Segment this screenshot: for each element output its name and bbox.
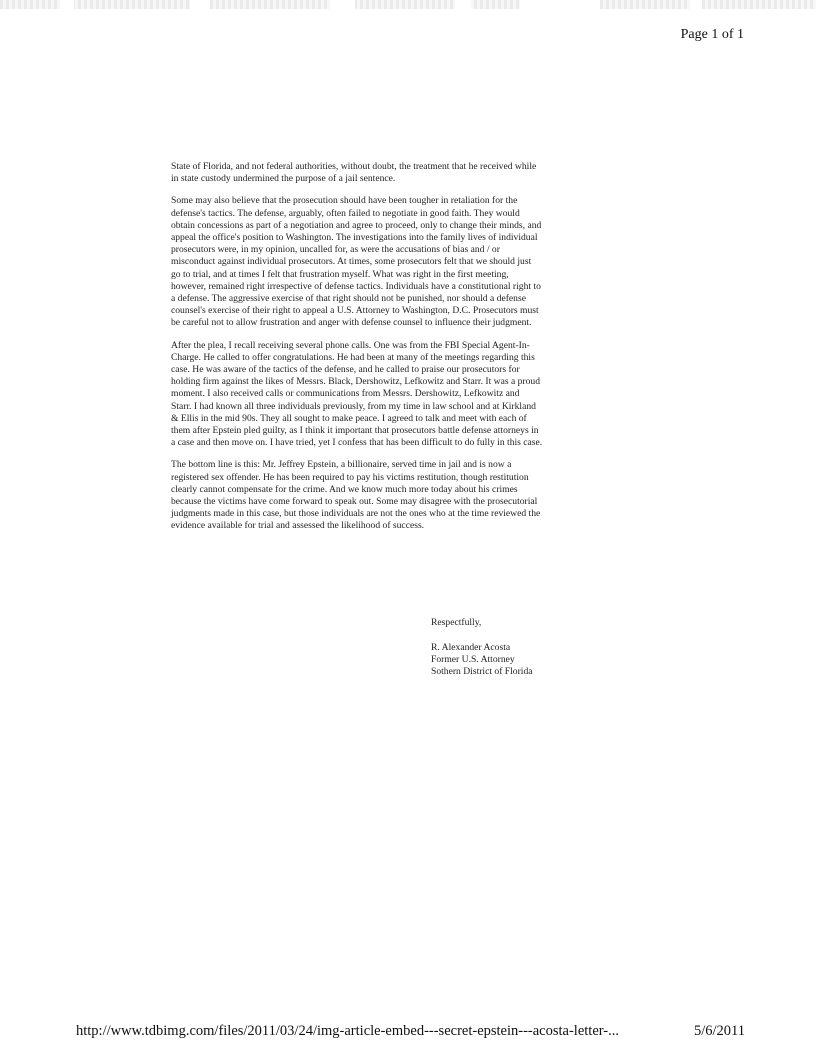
text-line: be careful not to allow frustration and anger with defense counsel to influence their judgment. [171,317,532,329]
text-line: defense's tactics. The defense, arguably, often failed to negotiate in good faith. They would [171,207,520,219]
paragraph-4 [171,459,659,532]
text-line: moment. I also received calls or communications from Messrs. Dershowitz, Lefkowitz and [171,388,520,400]
text-line: After the plea, I recall receiving several phone calls. One was from the FBI Special Agent-In- [171,339,530,351]
text-line: however, remained right irrespective of defense tactics. Individuals have a constitutional right to [171,280,541,292]
text-line: appeal the office's position to Washington. The investigations into the family lives of individual [171,232,538,244]
text-line: them after Epstein pled guilty, as I think it important that prosecutors battle defense attorneys in [171,425,539,437]
text-line: because the victims have come forward to speak out. Some may disagree with the prosecutorial [171,496,538,508]
text-line: holding firm against the likes of Messrs. Black, Dershowitz, Lefkowitz and Starr. It was a proud [171,376,541,388]
text-line: The bottom line is this: Mr. Jeffrey Epstein, a billionaire, served time in jail and is now a [171,459,512,471]
text-line: Some may also believe that the prosecution should have been tougher in retaliation for the [171,195,518,207]
text-line: a case and then move on. I have tried, yet I confess that has been difficult to do fully in this case. [171,437,543,449]
signer-name: R. Alexander Acosta [431,642,511,653]
signer-office: Sothern District of Florida [431,666,533,678]
paragraph-1 [171,161,659,185]
text-line: go to trial, and at times I felt that frustration myself. What was right in the first meeting, [171,268,509,280]
text-line: Starr. I had known all three individuals previously, from my time in law school and at Kirkland [171,400,536,412]
closing-salutation: Respectfully, [431,617,482,628]
text-line: & Ellis in the mid 90s. They all sought to make peace. I agreed to talk and meet with each of [171,412,527,424]
letter-body [171,161,659,543]
text-line: case. He was aware of the tactics of the defense, and he called to praise our prosecutors for [171,364,520,376]
text-line: registered sex offender. He has been required to pay his victims restitution, though restitution [171,471,529,483]
scan-artifact-bar [0,0,816,9]
text-line: counsel's exercise of their right to appeal a U.S. Attorney to Washington, D.C. Prosecutors must [171,305,539,317]
text-line: a defense. The aggressive exercise of that right should not be punished, nor should a defense [171,293,526,305]
text-line: in state custody undermined the purpose of a jail sentence. [171,173,396,185]
text-line: clearly cannot compensate for the crime. And we know much more today about his crimes [171,483,518,495]
footer-url: http://www.tdbimg.com/files/2011/03/24/img-article-embed---secret-epstein---acosta-letter-... [76,1023,620,1039]
paragraph-3 [171,340,659,450]
text-line: misconduct against individual prosecutors. At times, some prosecutors felt that we should just [171,256,532,268]
text-line: obtain concessions as part of a negotiation and agree to proceed, only to change their minds, and [171,219,542,231]
text-line: evidence available for trial and assessed the likelihood of success. [171,520,425,532]
text-line: judgments made in this case, but those individuals are not the ones who at the time reviewed the [171,508,541,520]
signature-block [431,642,533,679]
text-line: State of Florida, and not federal authorities, without doubt, the treatment that he received while [171,161,537,172]
page-number: Page 1 of 1 [680,27,744,42]
text-line: Charge. He called to offer congratulations. He had been at many of the meetings regarding this [171,351,535,363]
signer-title: Former U.S. Attorney [431,654,515,666]
text-line: prosecutors were, in my opinion, uncalled for, as were the accusations of bias and / or [171,244,500,256]
footer-date: 5/6/2011 [693,1023,745,1039]
paragraph-2 [171,195,659,329]
